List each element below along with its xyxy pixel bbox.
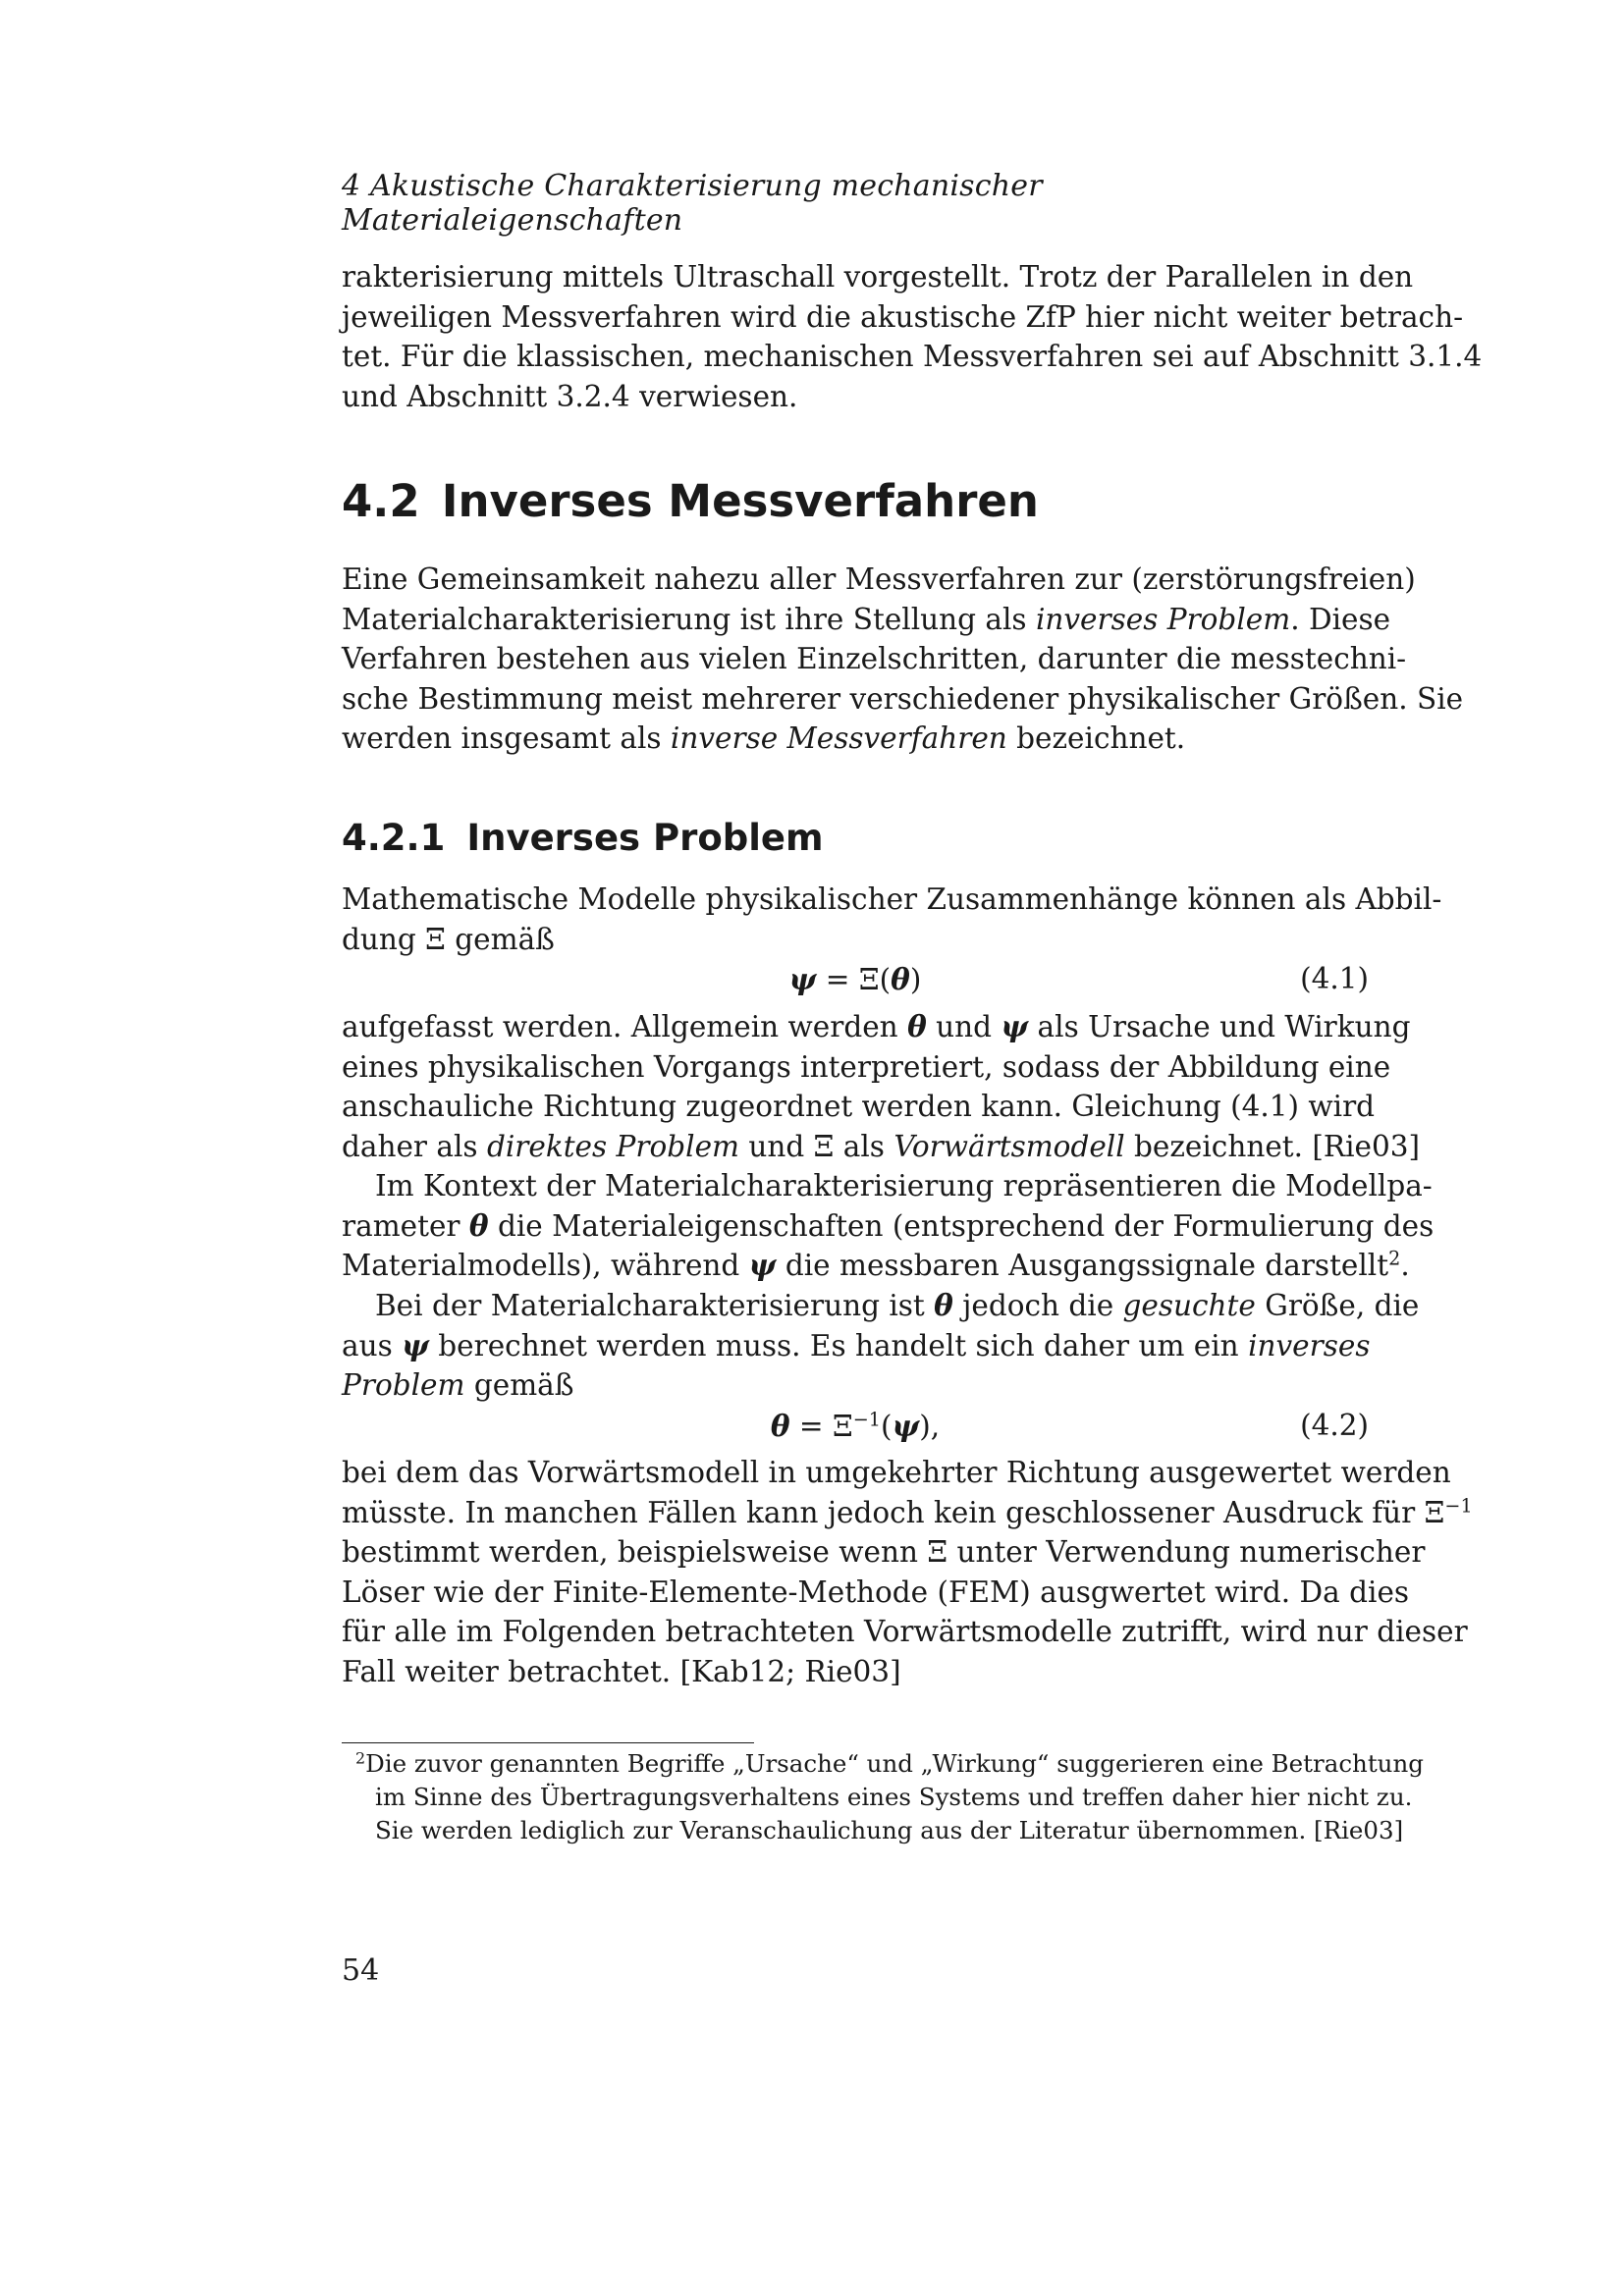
text-line: jeweiligen Messverfahren wird die akustische ZfP hier nicht weiter betrach- [342, 299, 1464, 334]
text-line: Mathematische Modelle physikalischer Zusammenhänge können als Abbil- [342, 882, 1442, 916]
text-line: sche Bestimmung meist mehrerer verschiedener physikalischer Größen. Sie [342, 681, 1464, 716]
text-line: Verfahren bestehen aus vielen Einzelschritten, darunter die messtechni- [342, 642, 1407, 675]
text-line: bei dem das Vorwärtsmodell in umgekehrter Richtung ausgewertet werden [342, 1456, 1451, 1489]
footnote-marker: 2 [355, 1748, 366, 1768]
footnote-line: im Sinne des Übertragungsverhaltens eines Systems und treffen daher hier nicht zu. [375, 1783, 1413, 1811]
equation-4-1 [342, 962, 1369, 1001]
text-line: dung Ξ gemäß [342, 922, 555, 956]
emphasis: inverse Messverfahren [670, 721, 1007, 755]
text-line: Materialmodells), während ψ die messbaren Ausgangssignale darstellt$^2$. [342, 1247, 1410, 1282]
section-heading [342, 475, 1039, 527]
equation-4-2 [342, 1409, 1369, 1448]
text-line: Eine Gemeinsamkeit nahezu aller Messverfahren zur (zerstörungsfreien) [342, 562, 1416, 596]
text-line: werden insgesamt als inverse Messverfahren bezeichnet. [342, 721, 1186, 755]
context-paragraph [342, 1166, 1435, 1286]
text-line: Materialcharakterisierung ist ihre Stellung als inverses Problem. Diese [342, 602, 1391, 636]
section-number: 4.2 [342, 475, 420, 527]
text-line: rakterisierung mittels Ultraschall vorgestellt. Trotz der Parallelen in den [342, 260, 1414, 294]
equation-number: (4.1) [1300, 962, 1369, 995]
running-head: 4 Akustische Charakterisierung mechanischer Materialeigenschaften [342, 169, 1043, 238]
footnote-rule [342, 1742, 754, 1743]
text-line: rameter θ die Materialeigenschaften (entsprechend der Formulierung des [342, 1207, 1435, 1243]
text-line: Löser wie der Finite-Elemente-Methode (FEM) ausgwertet wird. Da dies [342, 1575, 1410, 1609]
text-line: für alle im Folgenden betrachteten Vorwärtsmodelle zutrifft, wird nur dieser [342, 1615, 1468, 1648]
section-title: Inverses Messverfahren [441, 475, 1039, 527]
direct-problem-paragraph [342, 1007, 1421, 1166]
intro-paragraph [342, 257, 1483, 416]
text-line: Fall weiter betrachtet. [Kab12; Rie03] [342, 1654, 901, 1688]
footnote-ref: 2 [1388, 1247, 1401, 1270]
text-line: und Abschnitt 3.2.4 verwiesen. [342, 379, 798, 413]
document-page [342, 0, 1483, 2296]
page-number: 54 [342, 1953, 380, 1988]
subsection-title: Inverses Problem [466, 817, 824, 859]
footnote-line: $^2$Die zuvor genannten Begriffe „Ursache“ und „Wirkung“ suggerieren eine Betrachtung [355, 1748, 1424, 1778]
text-line: tet. Für die klassischen, mechanischen Messverfahren sei auf Abschnitt 3.1.4 [342, 340, 1483, 373]
emphasis: inverses Problem [1035, 602, 1291, 636]
footnote [342, 1747, 1424, 1847]
subsection-number: 4.2.1 [342, 817, 446, 859]
text-line: Problem gemäß [342, 1368, 574, 1402]
model-paragraph [342, 880, 1442, 959]
text-line: Bei der Materialcharakterisierung ist θ jedoch die gesuchte Größe, die [375, 1288, 1420, 1322]
text-line: bestimmt werden, beispielsweise wenn Ξ unter Verwendung numerischer [342, 1535, 1426, 1569]
text-line: müsste. In manchen Fällen kann jedoch kein geschlossener Ausdruck für $\Xi^{-1}$ [342, 1493, 1473, 1529]
equation-body: $\theta = \Xi^{-1}(\psi)$, [770, 1408, 941, 1443]
inverse-paragraph [342, 1286, 1420, 1406]
footnote-line: Sie werden lediglich zur Veranschaulichung aus der Literatur übernommen. [Rie03] [375, 1816, 1404, 1844]
text-line: daher als direktes Problem und Ξ als Vorwärtsmodell bezeichnet. [Rie03] [342, 1129, 1421, 1163]
text-line: Im Kontext der Materialcharakterisierung repräsentieren die Modellpa- [375, 1169, 1433, 1202]
text-line: aus ψ berechnet werden muss. Es handelt sich daher um ein inverses [342, 1327, 1371, 1362]
equation-number: (4.2) [1300, 1409, 1369, 1442]
subsection-heading [342, 817, 824, 859]
text-line: anschauliche Richtung zugeordnet werden kann. Gleichung (4.1) wird [342, 1090, 1376, 1123]
equation-body: ψ = Ξ(θ) [788, 962, 922, 996]
fem-paragraph [342, 1453, 1473, 1691]
section-paragraph [342, 560, 1464, 759]
text-line: aufgefasst werden. Allgemein werden θ und ψ als Ursache und Wirkung [342, 1009, 1411, 1043]
text-line: eines physikalischen Vorgangs interpretiert, sodass der Abbildung eine [342, 1049, 1391, 1084]
